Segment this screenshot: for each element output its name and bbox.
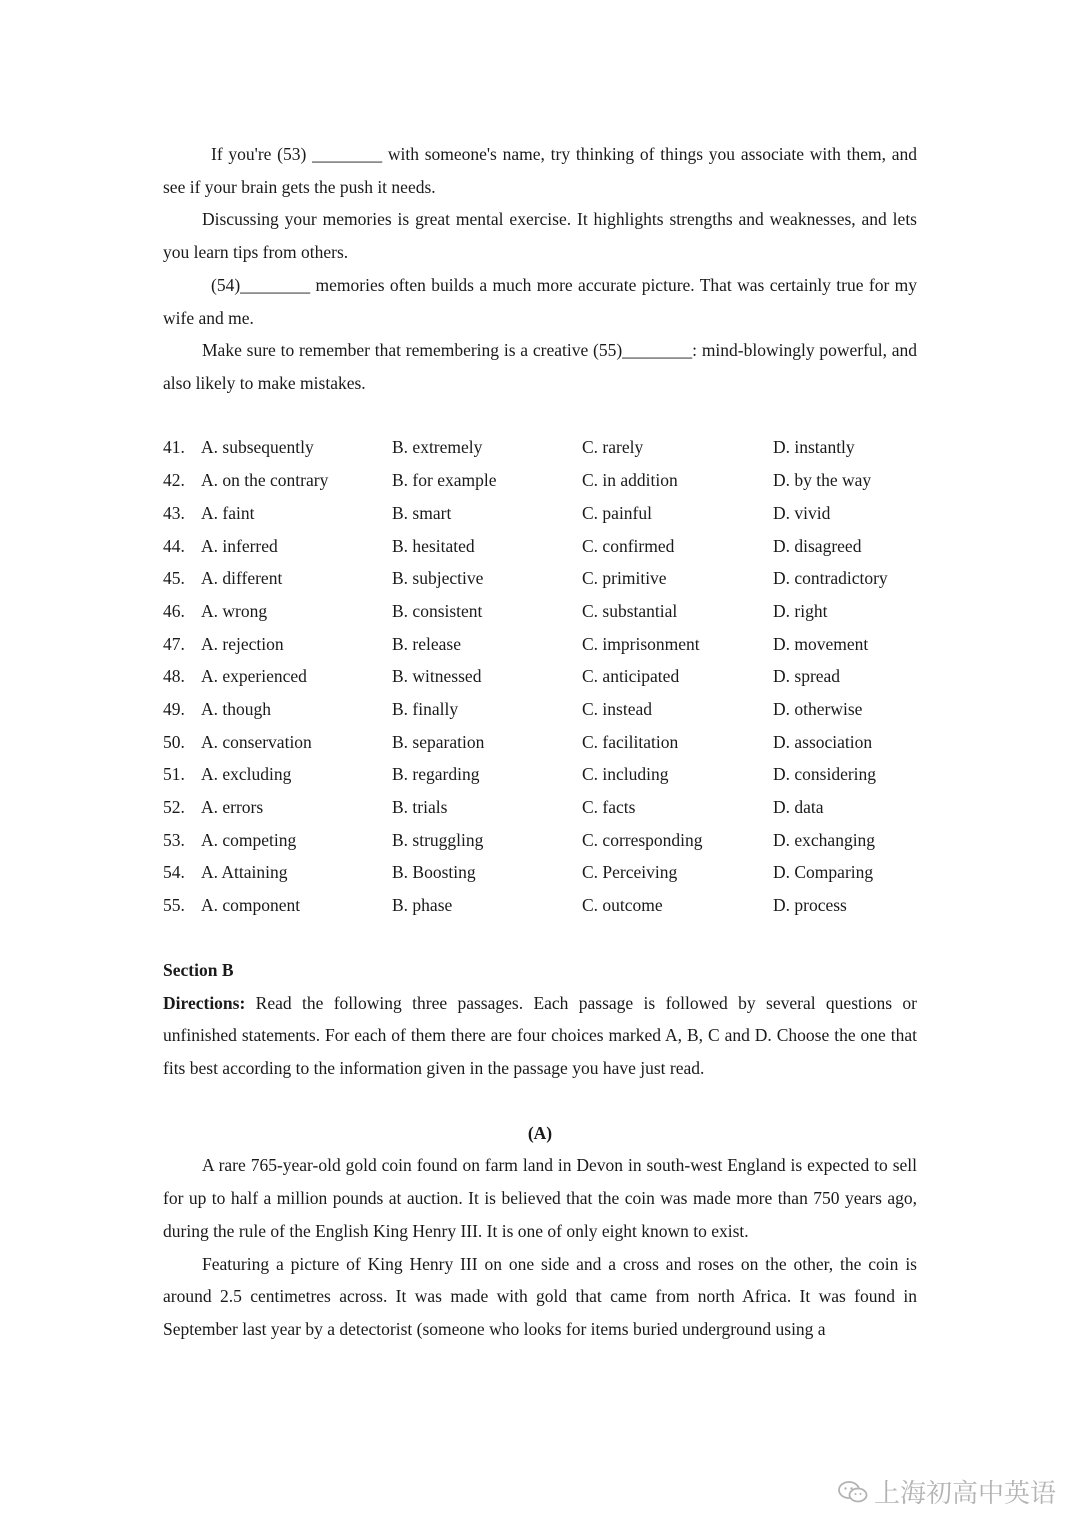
question-number: 49. [163, 698, 185, 719]
passage-paragraph-55: Make sure to remember that remembering is a creative (55)________: mind-blowingly powerful, and also likely to make mistakes. [163, 340, 917, 393]
option-row [163, 432, 933, 465]
option-a: A. on the contrary [201, 470, 329, 491]
option-c: C. including [582, 764, 669, 785]
option-b: B. consistent [392, 600, 483, 621]
option-a: A. rejection [201, 633, 284, 654]
option-d: D. spread [773, 666, 841, 687]
option-a: A. faint [201, 502, 255, 523]
spacer [163, 922, 917, 954]
option-row [163, 497, 933, 530]
option-c: C. substantial [582, 600, 678, 621]
option-d: D. contradictory [773, 568, 888, 589]
passage-a-paragraph-2: Featuring a picture of King Henry III on one side and a cross and roses on the other, the coin is around 2.5 centimetres across. It was made with gold that came from north Africa. It was found in September last year by a detectorist (someone who looks for items buried underground using a [163, 1253, 917, 1339]
option-d: D. movement [773, 633, 869, 654]
section-title: Section B [163, 959, 234, 980]
option-c: C. facts [582, 797, 636, 818]
document-page [163, 138, 917, 1346]
option-a: A. wrong [201, 600, 268, 621]
question-number: 45. [163, 568, 185, 589]
option-a: A. inferred [201, 535, 278, 556]
question-number: 54. [163, 862, 185, 883]
option-a: A. excluding [201, 764, 292, 785]
passage-paragraph-53: If you're (53) ________ with someone's name, try thinking of things you associate with them, and see if your brain gets the push it needs. [163, 144, 917, 197]
question-number: 53. [163, 829, 185, 850]
option-d: D. Comparing [773, 862, 874, 883]
option-b: B. hesitated [392, 535, 475, 556]
options-table [163, 432, 933, 922]
option-c: C. rarely [582, 437, 644, 458]
option-c: C. instead [582, 698, 652, 719]
option-b: B. for example [392, 470, 497, 491]
question-number: 50. [163, 731, 185, 752]
option-row [163, 824, 933, 857]
passage-paragraph-54: (54)________ memories often builds a much more accurate picture. That was certainly true for my wife and me. [163, 274, 917, 328]
option-row [163, 726, 933, 759]
option-row [163, 464, 933, 497]
option-a: A. competing [201, 829, 297, 850]
option-b: B. regarding [392, 764, 480, 785]
option-b: B. smart [392, 502, 452, 523]
spacer [163, 1085, 917, 1117]
option-b: B. trials [392, 797, 448, 818]
option-d: D. instantly [773, 437, 855, 458]
question-number: 42. [163, 470, 185, 491]
question-number: 55. [163, 895, 185, 916]
option-b: B. subjective [392, 568, 484, 589]
option-d: D. association [773, 731, 873, 752]
option-c: C. facilitation [582, 731, 679, 752]
option-c: C. confirmed [582, 535, 675, 556]
option-a: A. conservation [201, 731, 312, 752]
option-b: B. Boosting [392, 862, 476, 883]
option-a: A. component [201, 895, 301, 916]
watermark-text: 上海初高中英语 [873, 1479, 1056, 1509]
option-b: B. release [392, 633, 461, 654]
question-number: 47. [163, 633, 185, 654]
option-b: B. struggling [392, 829, 484, 850]
option-a: A. subsequently [201, 437, 314, 458]
wechat-icon [838, 1480, 868, 1504]
option-row [163, 595, 933, 628]
option-row [163, 660, 933, 693]
option-row [163, 693, 933, 726]
option-d: D. vivid [773, 502, 831, 523]
option-c: C. painful [582, 502, 652, 523]
option-a: A. Attaining [201, 862, 288, 883]
option-b: B. separation [392, 731, 485, 752]
option-a: A. though [201, 698, 271, 719]
option-a: A. different [201, 568, 283, 589]
question-number: 46. [163, 600, 185, 621]
passage-paragraph-discussing: Discussing your memories is great mental exercise. It highlights strengths and weaknesses, and lets you learn tips from others. [163, 209, 917, 263]
option-b: B. extremely [392, 437, 483, 458]
option-row [163, 791, 933, 824]
spacer [163, 400, 917, 432]
question-number: 41. [163, 437, 185, 458]
option-b: B. finally [392, 698, 459, 719]
option-c: C. in addition [582, 470, 678, 491]
option-a: A. experienced [201, 666, 307, 687]
question-number: 43. [163, 502, 185, 523]
option-c: C. Perceiving [582, 862, 678, 883]
watermark [838, 1473, 1056, 1510]
option-d: D. otherwise [773, 698, 863, 719]
option-a: A. errors [201, 797, 264, 818]
directions-label: Directions: [163, 992, 246, 1013]
option-b: B. phase [392, 895, 453, 916]
question-number: 52. [163, 797, 185, 818]
option-d: D. by the way [773, 470, 872, 491]
option-row [163, 530, 933, 563]
directions-text: Read the following three passages. Each passage is followed by several questions or unfinished statements. For each of them there are four choices marked A, B, C and D. Choose the one that fits best according to the information given in the passage you have just read. [163, 992, 917, 1079]
option-d: D. disagreed [773, 535, 862, 556]
option-c: C. outcome [582, 895, 663, 916]
directions [163, 987, 917, 1085]
question-number: 51. [163, 764, 185, 785]
passage-heading: (A) [527, 1122, 553, 1143]
option-b: B. witnessed [392, 666, 482, 687]
option-row [163, 759, 933, 792]
passage-a-paragraph-1: A rare 765-year-old gold coin found on farm land in Devon in south-west England is expected to sell for up to half a million pounds at auction. It is believed that the coin was made more than 750 years ago, during the rule of the English King Henry III. It is one of only eight known to exist. [163, 1155, 917, 1241]
option-d: D. exchanging [773, 829, 876, 850]
option-row [163, 857, 933, 890]
option-c: C. corresponding [582, 829, 703, 850]
option-c: C. anticipated [582, 666, 680, 687]
option-d: D. right [773, 600, 828, 621]
question-number: 44. [163, 535, 185, 556]
option-d: D. data [773, 797, 824, 818]
option-c: C. imprisonment [582, 633, 700, 654]
option-c: C. primitive [582, 568, 667, 589]
question-number: 48. [163, 666, 185, 687]
option-d: D. process [773, 895, 847, 916]
option-d: D. considering [773, 764, 877, 785]
option-row [163, 562, 933, 595]
option-row [163, 889, 933, 922]
option-row [163, 628, 933, 661]
